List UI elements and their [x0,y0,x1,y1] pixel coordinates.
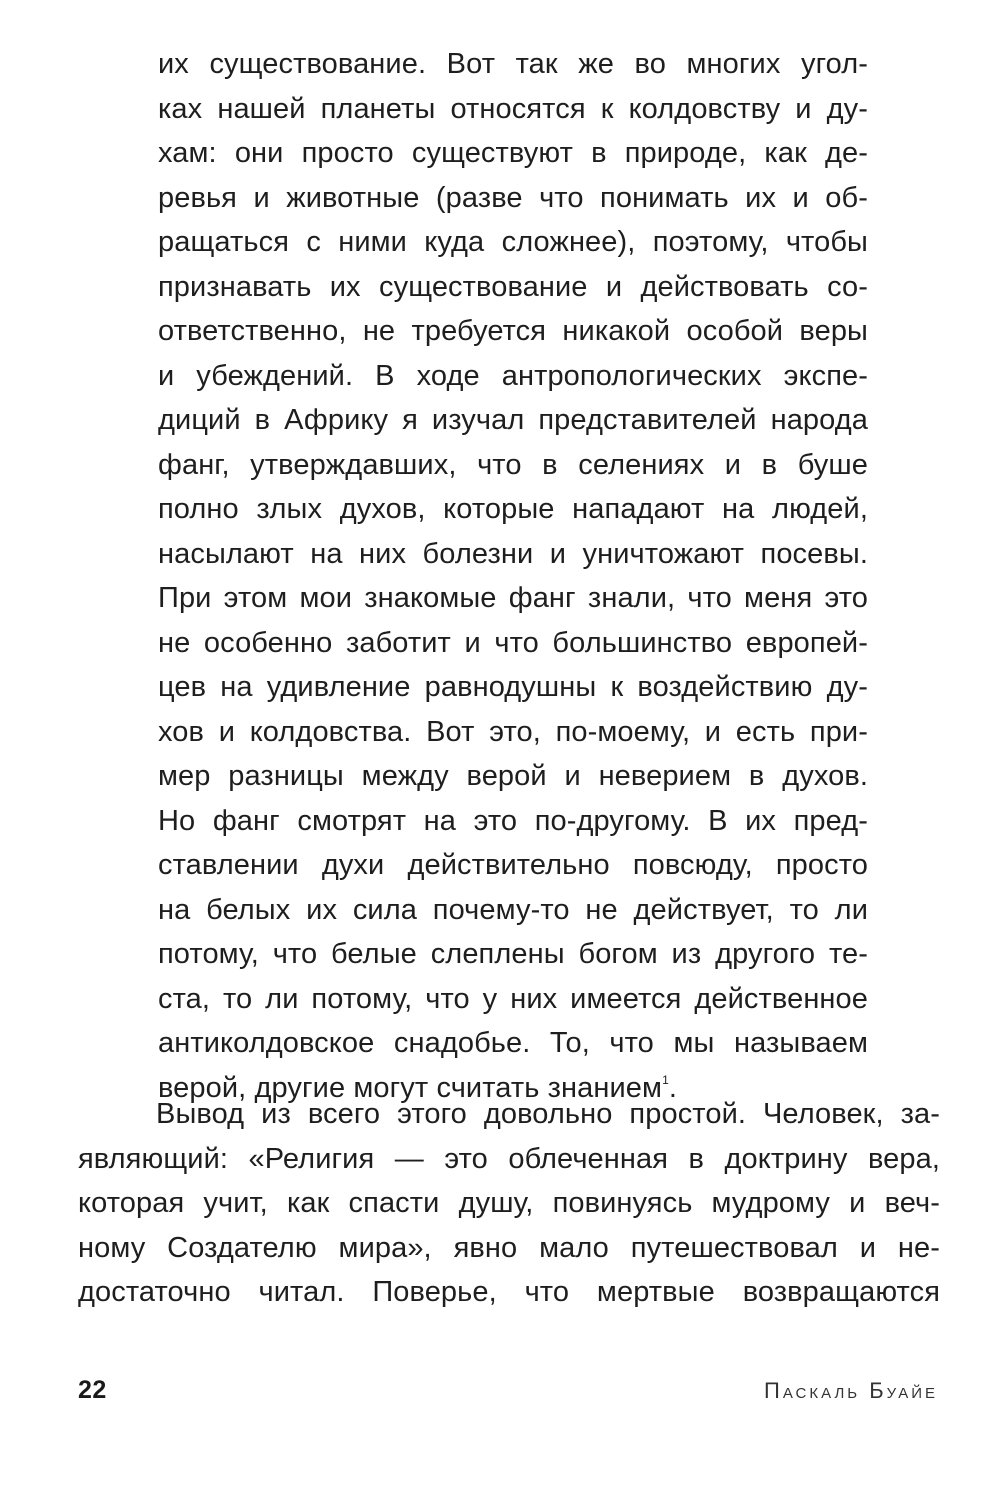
quote-line: Но фанг смотрят на это по-другому. В их пред- [158,804,868,837]
quote-line: ревья и животные (разве что понимать их и об- [158,181,868,214]
footnote-marker[interactable]: 1 [662,1072,669,1087]
quote-last-line-text: верой, другие могут считать знанием [158,1071,663,1104]
block-quote [158,42,868,1110]
quote-line: хам: они просто существуют в природе, как де- [158,137,868,169]
paragraph-line: ному Создателю мира», явно мало путешествовал и не- [78,1231,940,1264]
quote-line: ста, то ли потому, что у них имеется действенное [158,982,868,1015]
paragraph-line: которая учит, как спасти душу, повинуясь мудрому и веч- [78,1187,940,1219]
quote-line: и убеждений. В ходе антропологических экспе- [158,359,868,392]
quote-line: насылают на них болезни и уничтожают посевы. [158,537,868,570]
page-footer [78,1376,938,1416]
quote-last-line-end: . [668,1071,678,1104]
quote-line: При этом мои знакомые фанг знали, что меня это [158,582,868,614]
quote-line: ках нашей планеты относятся к колдовству и ду- [158,92,868,125]
quote-line: цев на удивление равнодушны к воздействию ду- [158,671,868,703]
quote-line: хов и колдовства. Вот это, по-моему, и есть при- [158,715,868,748]
quote-line: антиколдовское снадобье. То, что мы называем [158,1027,868,1059]
quote-line: полно злых духов, которые нападают на людей, [158,493,868,525]
quote-line: диций в Африку я изучал представителей народа [158,404,868,436]
quote-line: на белых их сила почему-то не действует, то ли [158,893,868,926]
quote-line: признавать их существование и действовать со- [158,270,868,303]
quote-line: мер разницы между верой и неверием в духов. [158,760,868,792]
quote-line: ращаться с ними куда сложнее), поэтому, чтобы [158,226,868,258]
quote-line: фанг, утверждавших, что в селениях и в буше [158,448,868,481]
running-head-author: Паскаль Буайе [764,1378,938,1403]
quote-line: потому, что белые слеплены богом из другого те- [158,938,868,970]
paragraph-line: достаточно читал. Поверье, что мертвые возвращаются [78,1276,940,1308]
quote-line: ставлении духи действительно повсюду, просто [158,849,868,881]
quote-line: не особенно заботит и что большинство европей- [158,626,868,659]
quote-line: ответственно, не требуется никакой особой веры [158,315,868,347]
main-paragraph [78,1092,940,1315]
page-number: 22 [78,1376,107,1404]
quote-line: их существование. Вот так же во многих угол- [158,48,868,80]
paragraph-line: являющий: «Религия — это облеченная в доктрину вера, [78,1142,940,1175]
paragraph-line: Вывод из всего этого довольно простой. Человек, за- [156,1098,940,1130]
